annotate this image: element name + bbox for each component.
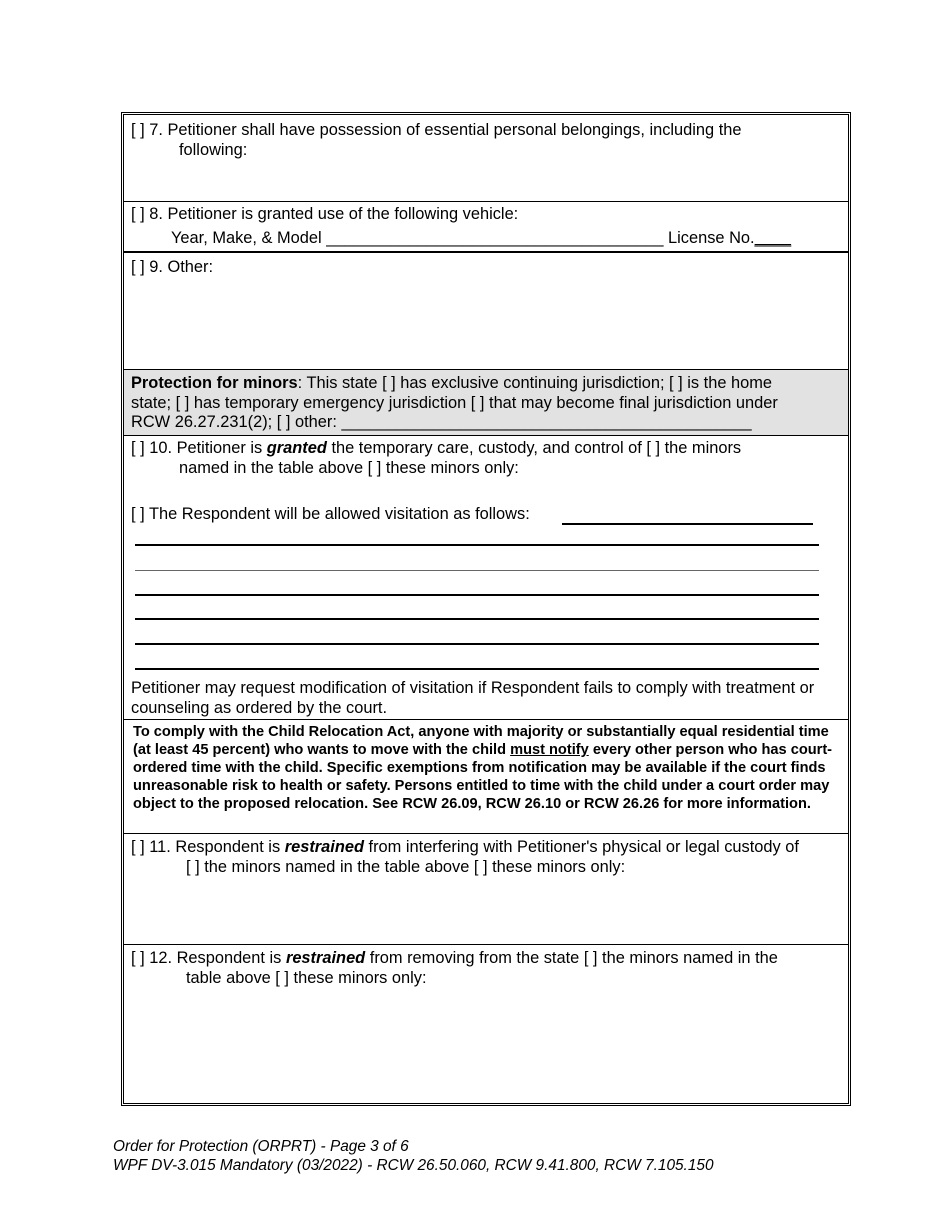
vehicle-field[interactable]: _____________________________________ xyxy=(326,228,664,247)
relocation-notice-underlined: must notify xyxy=(510,742,589,758)
item-8-section xyxy=(124,201,848,251)
item-8-checkbox[interactable]: [ ] xyxy=(131,205,145,223)
item-12-checkbox[interactable]: [ ] xyxy=(131,949,145,967)
visitation-line[interactable] xyxy=(135,618,819,620)
item-12-emphasis: restrained xyxy=(285,949,366,967)
footer-line-2: WPF DV-3.015 Mandatory (03/2022) - RCW 26.50.060, RCW 9.41.800, RCW 7.105.150 xyxy=(113,1157,714,1174)
item-11-text-pre: 11. Respondent is xyxy=(149,838,281,856)
item-9-checkbox[interactable]: [ ] xyxy=(131,258,145,276)
license-label: License No. xyxy=(668,228,755,247)
item-9-text: 9. Other: xyxy=(149,258,214,276)
protection-other-field[interactable]: _____________________________________________ xyxy=(341,413,752,431)
protection-heading: Protection for minors xyxy=(131,374,298,392)
item-11-text-post: from interfering with Petitioner's physical or legal custody of xyxy=(368,838,799,856)
relocation-notice xyxy=(124,719,848,833)
visitation-line[interactable] xyxy=(135,643,819,645)
protection-line3: RCW 26.27.231(2); [ ] other: xyxy=(131,413,337,431)
item-10-checkbox[interactable]: [ ] xyxy=(131,439,145,457)
vehicle-label: Year, Make, & Model xyxy=(171,228,322,247)
item-10-emphasis: granted xyxy=(266,439,327,457)
visitation-line[interactable] xyxy=(135,570,819,571)
item-12-text-pre: 12. Respondent is xyxy=(149,949,282,967)
item-11-checkbox[interactable]: [ ] xyxy=(131,838,145,856)
page-footer xyxy=(113,1137,714,1175)
visitation-line[interactable] xyxy=(135,594,819,596)
relocation-notice-text: To comply with the Child Relocation Act, anyone with majority or substantially equal residential time (at least 45 percent) who wants to move with the child xyxy=(133,724,829,758)
item-9-section xyxy=(124,251,848,369)
item-11-section xyxy=(124,833,848,944)
visitation-text: The Respondent will be allowed visitation as follows: xyxy=(148,505,530,523)
item-10-text-cont: named in the table above [ ] these minors only: xyxy=(179,458,519,477)
protection-line1: : This state [ ] has exclusive continuing jurisdiction; [ ] is the home xyxy=(297,374,773,392)
form-table xyxy=(121,112,851,1106)
modification-text: Petitioner may request modification of visitation if Respondent fails to comply with treatment or counseling as ordered by the court. xyxy=(131,679,815,717)
item-7-section xyxy=(124,121,848,201)
item-11-text-cont: [ ] the minors named in the table above [ ] these minors only: xyxy=(186,857,626,876)
relocation-notice-text-2: every other person who has court-ordered time with the child. Specific exemptions from notification may be available if the court finds unreasonable risk to health or safety. Persons entitled to time with the child under a court order may object to the proposed relocation xyxy=(133,742,833,812)
item-7-text: 7. Petitioner shall have possession of essential personal belongings, including the xyxy=(149,121,742,139)
visitation-checkbox[interactable]: [ ] xyxy=(131,505,145,523)
visitation-field[interactable] xyxy=(562,523,813,525)
item-12-text-cont: table above [ ] these minors only: xyxy=(186,968,427,987)
item-7-text-cont: following: xyxy=(179,140,248,159)
item-11-emphasis: restrained xyxy=(284,838,364,856)
relocation-notice-text-3: . See RCW 26.09, RCW 26.10 or RCW 26.26 for more information. xyxy=(364,796,811,812)
protection-line2: state; [ ] has temporary emergency jurisdiction [ ] that may become final jurisdiction under xyxy=(131,393,778,412)
visitation-line[interactable] xyxy=(135,544,819,546)
visitation-line[interactable] xyxy=(135,668,819,670)
item-10-section xyxy=(124,435,848,719)
item-12-text-post: from removing from the state [ ] the minors named in the xyxy=(369,949,778,967)
item-10-text-pre: 10. Petitioner is xyxy=(149,439,263,457)
license-field[interactable]: ____ xyxy=(754,228,792,247)
protection-minors-section xyxy=(124,369,848,435)
item-10-text-post: the temporary care, custody, and control of [ ] the minors xyxy=(331,439,742,457)
item-7-checkbox[interactable]: [ ] xyxy=(131,121,145,139)
footer-line-1: Order for Protection (ORPRT) - Page 3 of 6 xyxy=(113,1138,409,1155)
item-12-section xyxy=(124,944,848,1103)
item-8-text: 8. Petitioner is granted use of the following vehicle: xyxy=(149,205,519,223)
